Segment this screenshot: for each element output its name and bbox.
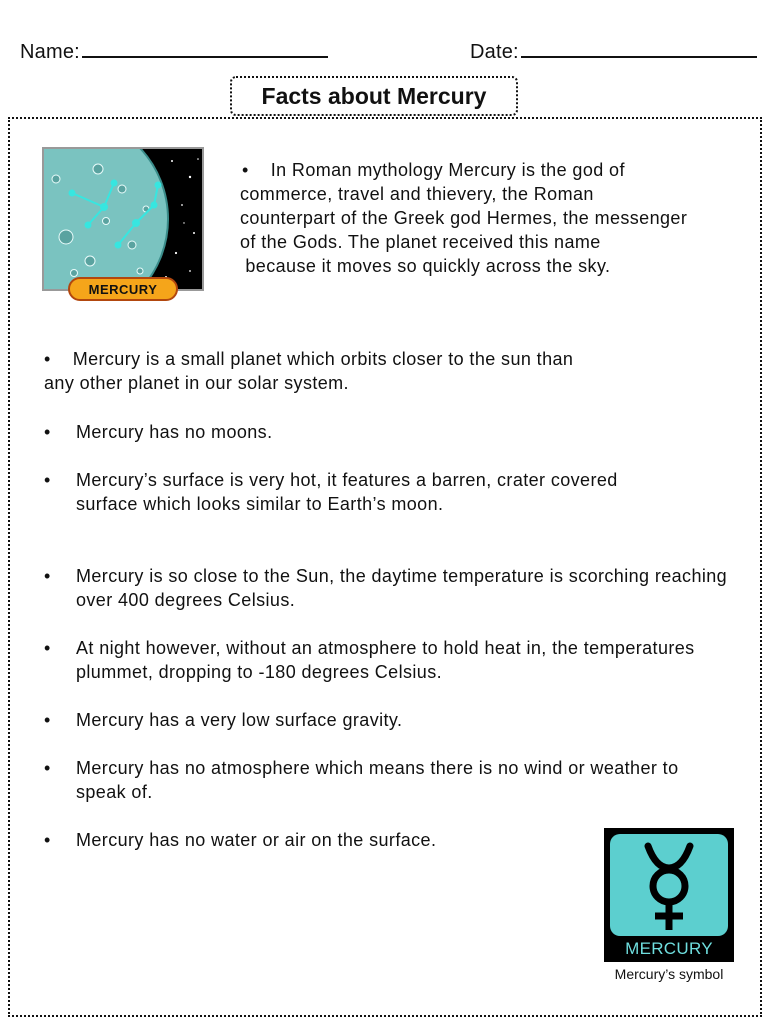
name-blank-line[interactable] (82, 36, 328, 58)
page-title: Facts about Mercury (261, 82, 487, 109)
bullet-marker: • (242, 160, 249, 180)
bullet-marker: • (44, 710, 51, 730)
bullet-marker: • (44, 566, 51, 586)
fact-item: • Mercury has no water or air on the surface. (44, 830, 437, 850)
intro-line-1: • In Roman mythology Mercury is the god of (242, 160, 625, 180)
planet-name-badge (68, 277, 178, 301)
fact-item: • Mercury has no moons. (44, 422, 273, 442)
fact-small-planet (44, 347, 684, 395)
fact-item: • Mercury has no atmosphere which means there is no wind or weather to speak of. (44, 758, 679, 802)
bullet-marker: • (44, 349, 51, 369)
name-label: Name: (20, 41, 80, 63)
fact-item: • Mercury’s surface is very hot, it features a barren, crater covered surface which looks similar to Earth’s moon. (44, 470, 618, 514)
mercury-planet-image (42, 147, 204, 291)
name-field[interactable] (20, 36, 328, 64)
bullet-marker: • (44, 830, 51, 850)
date-blank-line[interactable] (521, 36, 757, 58)
date-label: Date: (470, 41, 519, 63)
symbol-caption: Mercury’s symbol (614, 966, 724, 982)
bullet-marker: • (44, 638, 51, 658)
title-box (230, 76, 518, 116)
planet-illustration (44, 149, 202, 289)
intro-line-4: of the Gods. The planet received this name (240, 232, 601, 252)
fact-item: • At night however, without an atmosphere to hold heat in, the temperatures plummet, dropping to -180 degrees Celsius. (44, 638, 695, 682)
mercury-symbol-card (604, 828, 734, 962)
intro-line-5: because it moves so quickly across the sky. (240, 256, 611, 276)
date-field[interactable] (470, 36, 757, 64)
small-planet-line-2: any other planet in our solar system. (44, 373, 349, 393)
fact-item: • Mercury is so close to the Sun, the daytime temperature is scorching reaching over 400 degrees Celsius. (44, 566, 728, 610)
fact-item: • Mercury has a very low surface gravity. (44, 710, 403, 730)
facts-list (44, 420, 734, 852)
symbol-card-label: MERCURY (625, 939, 713, 958)
fact-roman-mythology (240, 158, 768, 278)
planet-name-label: MERCURY (88, 281, 158, 297)
intro-line-3: counterpart of the Greek god Hermes, the messenger (240, 208, 688, 228)
symbol-panel (610, 834, 728, 936)
bullet-marker: • (44, 470, 51, 490)
intro-line-2: commerce, travel and thievery, the Roman (240, 184, 594, 204)
mercury-symbol-icon (610, 834, 728, 936)
bullet-marker: • (44, 422, 51, 442)
bullet-marker: • (44, 758, 51, 778)
small-planet-line-1: • Mercury is a small planet which orbits closer to the sun than (44, 349, 574, 369)
